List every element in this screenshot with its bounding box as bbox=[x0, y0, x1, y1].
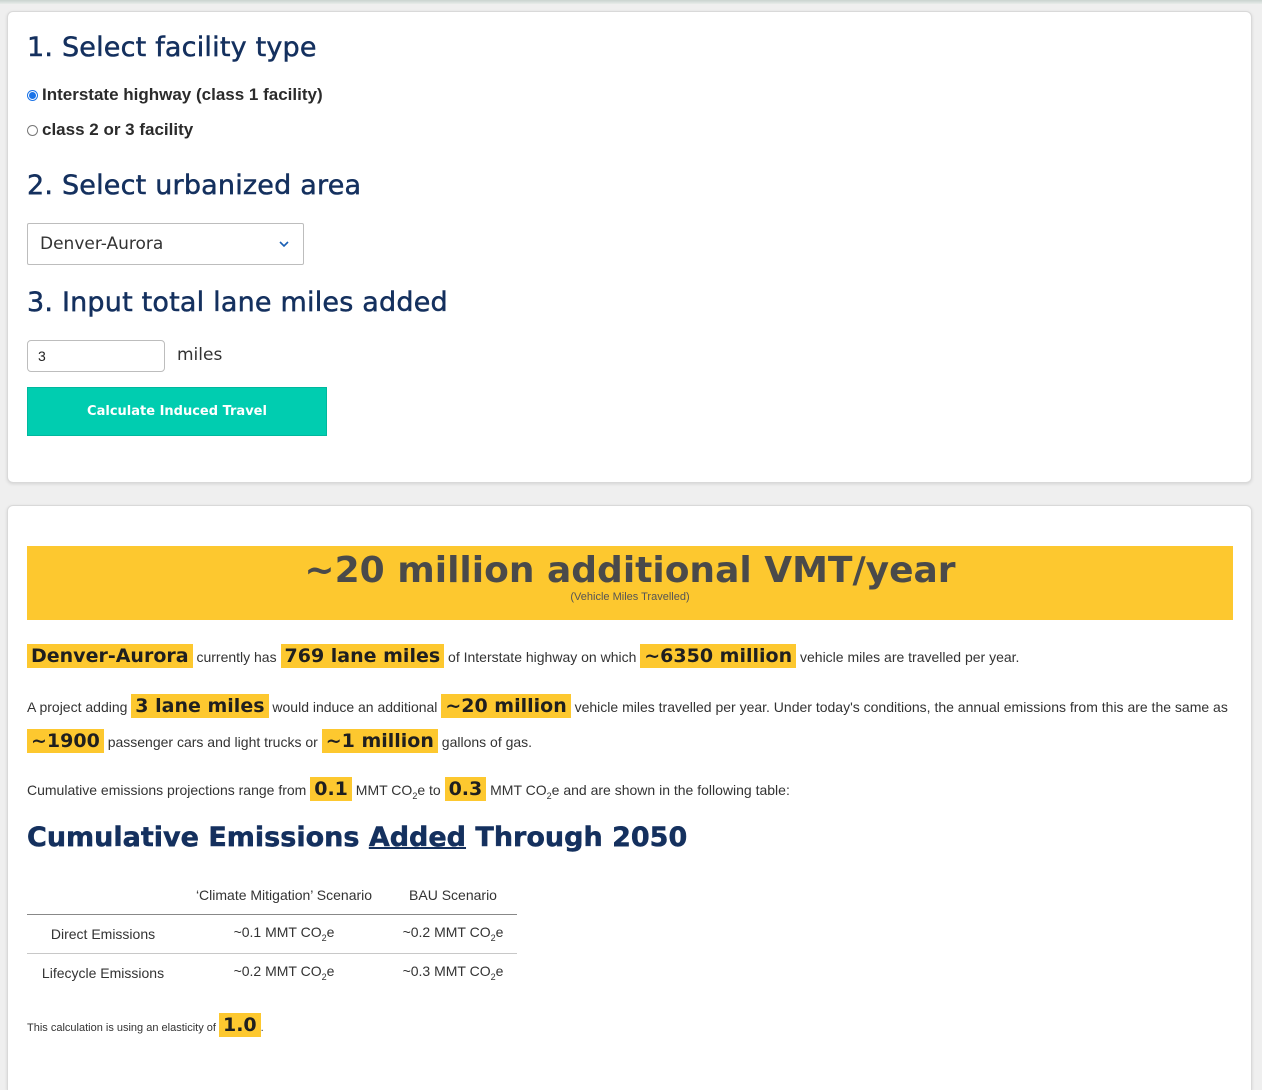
emissions-table bbox=[27, 876, 517, 992]
radio-button-checked[interactable] bbox=[27, 90, 38, 101]
text: Cumulative Emissions bbox=[27, 822, 369, 853]
cell-value: ~0.1 MMT CO bbox=[233, 924, 322, 941]
column-header: BAU Scenario bbox=[409, 886, 497, 903]
text: e to bbox=[417, 782, 445, 798]
lane-miles-input[interactable] bbox=[27, 340, 165, 372]
highlight-high: 0.3 bbox=[445, 777, 487, 801]
text: vehicle miles travelled per year. Under today's conditions, the annual emissions from this are the same as bbox=[570, 699, 1228, 715]
table-cell bbox=[389, 914, 517, 953]
subscript: 2 bbox=[490, 932, 496, 943]
text: Cumulative emissions projections range from bbox=[27, 782, 311, 798]
text: MMT CO bbox=[351, 782, 413, 798]
table-cell bbox=[179, 914, 389, 953]
summary-paragraph-3 bbox=[27, 772, 1237, 813]
banner-headline: ~20 million additional VMT/year bbox=[304, 550, 956, 591]
radio-button-unchecked[interactable] bbox=[27, 125, 38, 136]
input-panel bbox=[7, 11, 1252, 483]
cell-suffix: e bbox=[326, 924, 335, 941]
table-cell bbox=[389, 953, 517, 992]
table-row bbox=[27, 953, 517, 992]
summary-paragraph-1 bbox=[27, 639, 1237, 674]
highlight-elasticity: 1.0 bbox=[219, 1013, 261, 1037]
highlight-cars: ~1900 bbox=[27, 729, 104, 753]
radio-class2-3[interactable] bbox=[27, 120, 193, 140]
table-cell bbox=[179, 953, 389, 992]
text: currently has bbox=[192, 649, 281, 665]
text: gallons of gas. bbox=[437, 734, 533, 750]
emissions-table-heading bbox=[27, 822, 687, 853]
chevron-down-icon bbox=[278, 235, 290, 255]
text: A project adding bbox=[27, 699, 132, 715]
text: would induce an additional bbox=[268, 699, 442, 715]
text: passenger cars and light trucks or bbox=[103, 734, 322, 750]
row-label: Lifecycle Emissions bbox=[27, 953, 179, 992]
row-label: Direct Emissions bbox=[27, 914, 179, 953]
step3-heading: 3. Input total lane miles added bbox=[27, 287, 448, 318]
text: This calculation is using an elasticity of bbox=[27, 1022, 219, 1034]
highlight-vmt: ~6350 million bbox=[640, 644, 796, 668]
text-underlined: Added bbox=[368, 822, 467, 853]
cell-value: ~0.2 MMT CO bbox=[402, 924, 491, 941]
highlight-lane-miles: 769 lane miles bbox=[281, 644, 445, 668]
text: Through 2050 bbox=[466, 822, 688, 853]
column-header bbox=[27, 876, 179, 914]
miles-unit-label: miles bbox=[177, 345, 223, 365]
elasticity-footnote bbox=[27, 1014, 264, 1036]
table-header-row bbox=[27, 876, 517, 914]
text: e and are shown in the following table: bbox=[551, 782, 790, 798]
text: vehicle miles are travelled per year. bbox=[796, 649, 1020, 665]
subscript: 2 bbox=[412, 790, 418, 801]
cell-suffix: e bbox=[495, 924, 504, 941]
urbanized-area-select[interactable] bbox=[27, 223, 304, 265]
cell-value: ~0.2 MMT CO bbox=[233, 963, 322, 980]
text: MMT CO bbox=[486, 782, 547, 798]
subscript: 2 bbox=[546, 790, 552, 801]
table-row bbox=[27, 914, 517, 953]
cell-suffix: e bbox=[495, 963, 504, 980]
highlight-area: Denver-Aurora bbox=[27, 644, 193, 668]
subscript: 2 bbox=[321, 972, 327, 983]
cell-suffix: e bbox=[326, 963, 335, 980]
radio-label: Interstate highway (class 1 facility) bbox=[42, 85, 323, 104]
text: of Interstate highway on which bbox=[444, 649, 641, 665]
subscript: 2 bbox=[490, 972, 496, 983]
calculate-button[interactable]: Calculate Induced Travel bbox=[27, 387, 327, 436]
results-panel bbox=[7, 505, 1252, 1090]
highlight-added-miles: 3 lane miles bbox=[131, 694, 268, 718]
window-top-border bbox=[0, 0, 1262, 4]
vmt-banner bbox=[27, 546, 1233, 620]
banner-subtitle: (Vehicle Miles Travelled) bbox=[570, 591, 690, 603]
step2-heading: 2. Select urbanized area bbox=[27, 170, 362, 201]
column-header: ‘Climate Mitigation’ Scenario bbox=[195, 886, 373, 903]
cell-value: ~0.3 MMT CO bbox=[402, 963, 491, 980]
highlight-gallons: ~1 million bbox=[322, 729, 438, 753]
select-value: Denver-Aurora bbox=[40, 234, 164, 254]
subscript: 2 bbox=[321, 932, 327, 943]
highlight-induced-vmt: ~20 million bbox=[441, 694, 570, 718]
summary-paragraph-2 bbox=[27, 689, 1237, 759]
text: . bbox=[260, 1022, 264, 1034]
step1-heading: 1. Select facility type bbox=[27, 32, 317, 63]
radio-label: class 2 or 3 facility bbox=[42, 120, 194, 139]
radio-interstate[interactable] bbox=[27, 85, 323, 105]
highlight-low: 0.1 bbox=[310, 777, 352, 801]
